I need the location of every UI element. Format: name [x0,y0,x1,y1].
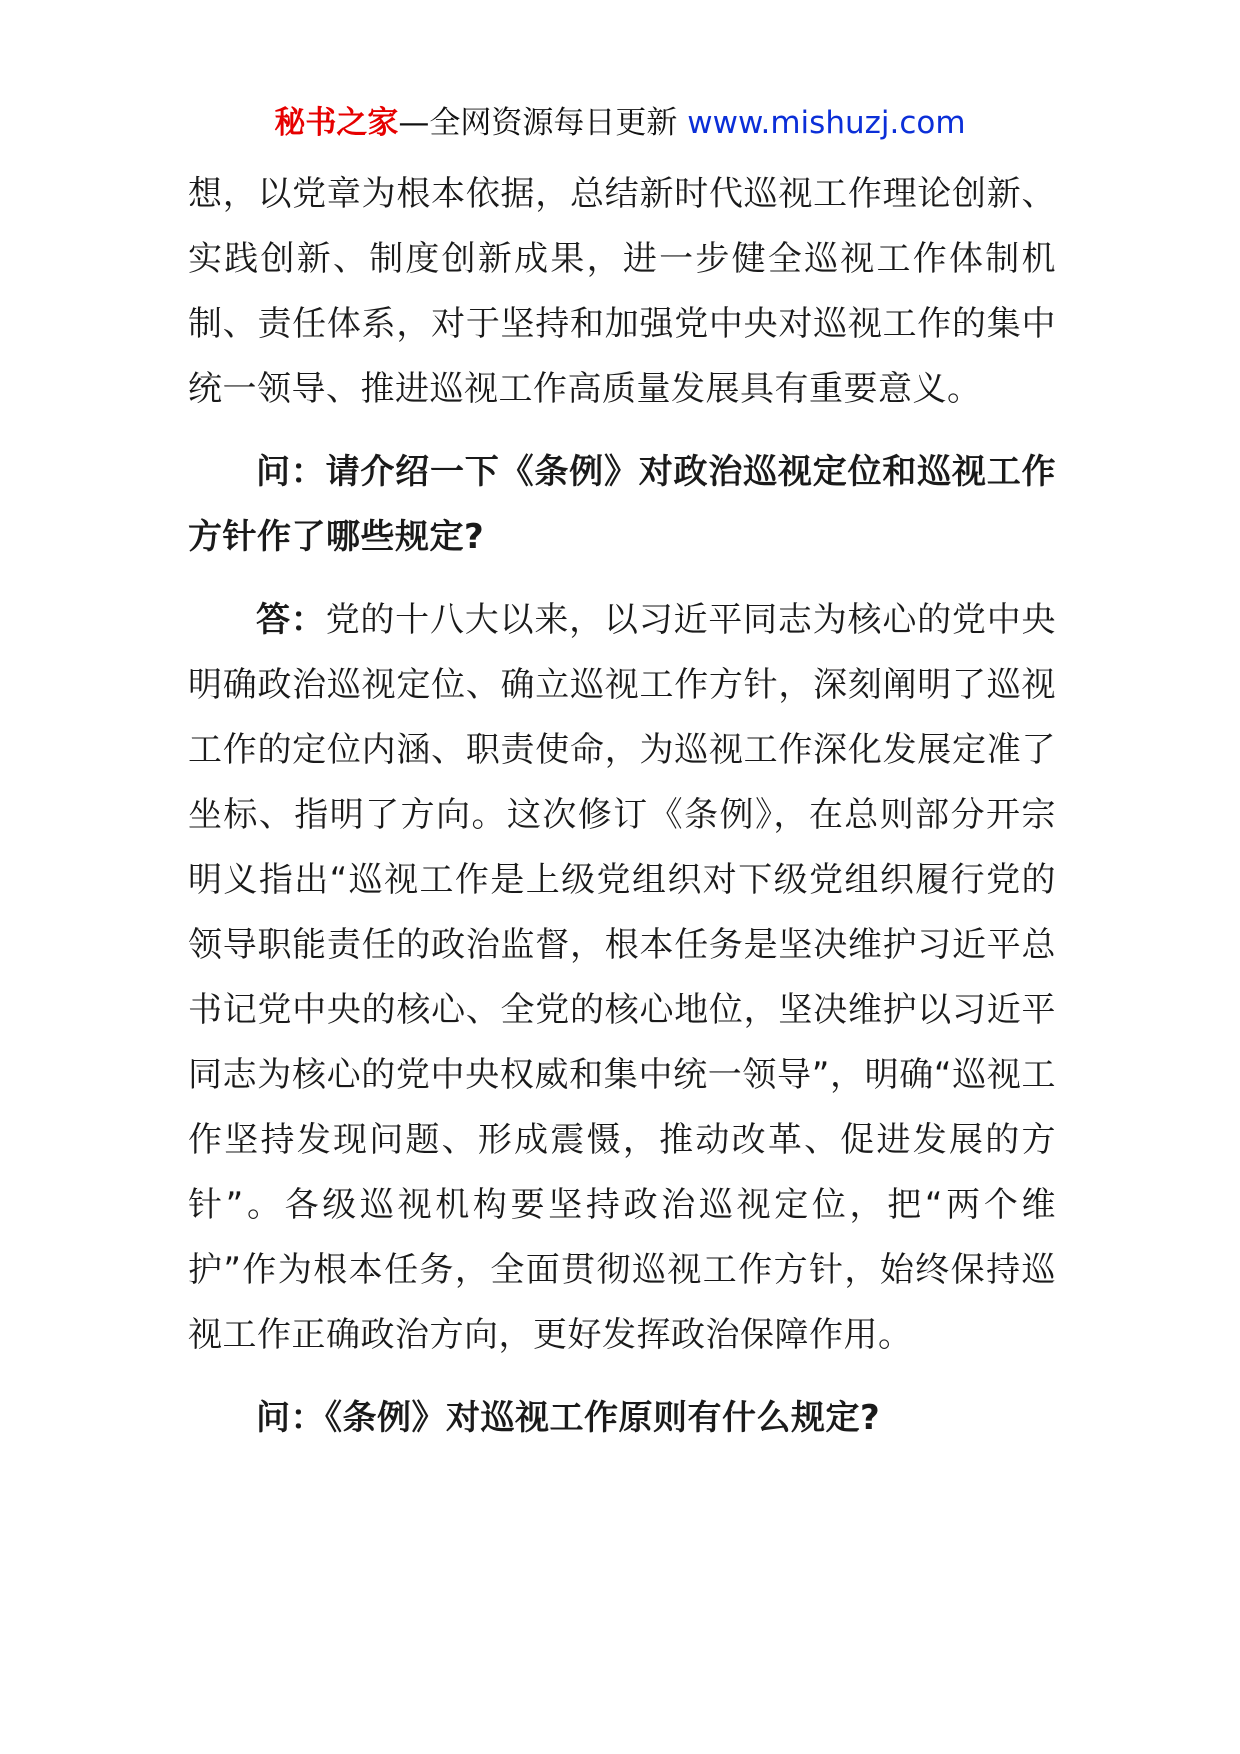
header-tagline: —全网资源每日更新 [398,105,688,141]
answer-lead: 答： [256,600,326,640]
page-header [0,103,1240,143]
question-heading-1: 问：请介绍一下《条例》对政治巡视定位和巡视工作方针作了哪些规定? [188,452,1056,557]
paragraph-continuation: 想，以党章为根本依据，总结新时代巡视工作理论创新、实践创新、制度创新成果，进一步健全巡视工作体制机制、责任体系，对于坚持和加强党中央对巡视工作的集中统一领导、推进巡视工作高质量发展具有重要意义。 [188,174,1056,409]
document-body [188,162,1056,1451]
website-url[interactable]: www.mishuzj.com [687,105,966,141]
answer-text: 党的十八大以来，以习近平同志为核心的党中央明确政治巡视定位、确立巡视工作方针，深刻阐明了巡视工作的定位内涵、职责使命，为巡视工作深化发展定准了坐标、指明了方向。这次修订《条例》，在总则部分开宗明义指出“巡视工作是上级党组织对下级党组织履行党的领导职能责任的政治监督，根本任务是坚决维护习近平总书记党中央的核心、全党的核心地位，坚决维护以习近平同志为核心的党中央权威和集中统一领导”，明确“巡视工作坚持发现问题、形成震慑，推动改革、促进发展的方针”。各级巡视机构要坚持政治巡视定位，把“两个维护”作为根本任务，全面贯彻巡视工作方针，始终保持巡视工作正确政治方向，更好发挥政治保障作用。 [188,600,1057,1355]
answer-paragraph-1 [188,588,1056,1368]
brand-name: 秘书之家 [274,105,399,141]
question-heading-2: 问：《条例》对巡视工作原则有什么规定? [256,1398,881,1438]
